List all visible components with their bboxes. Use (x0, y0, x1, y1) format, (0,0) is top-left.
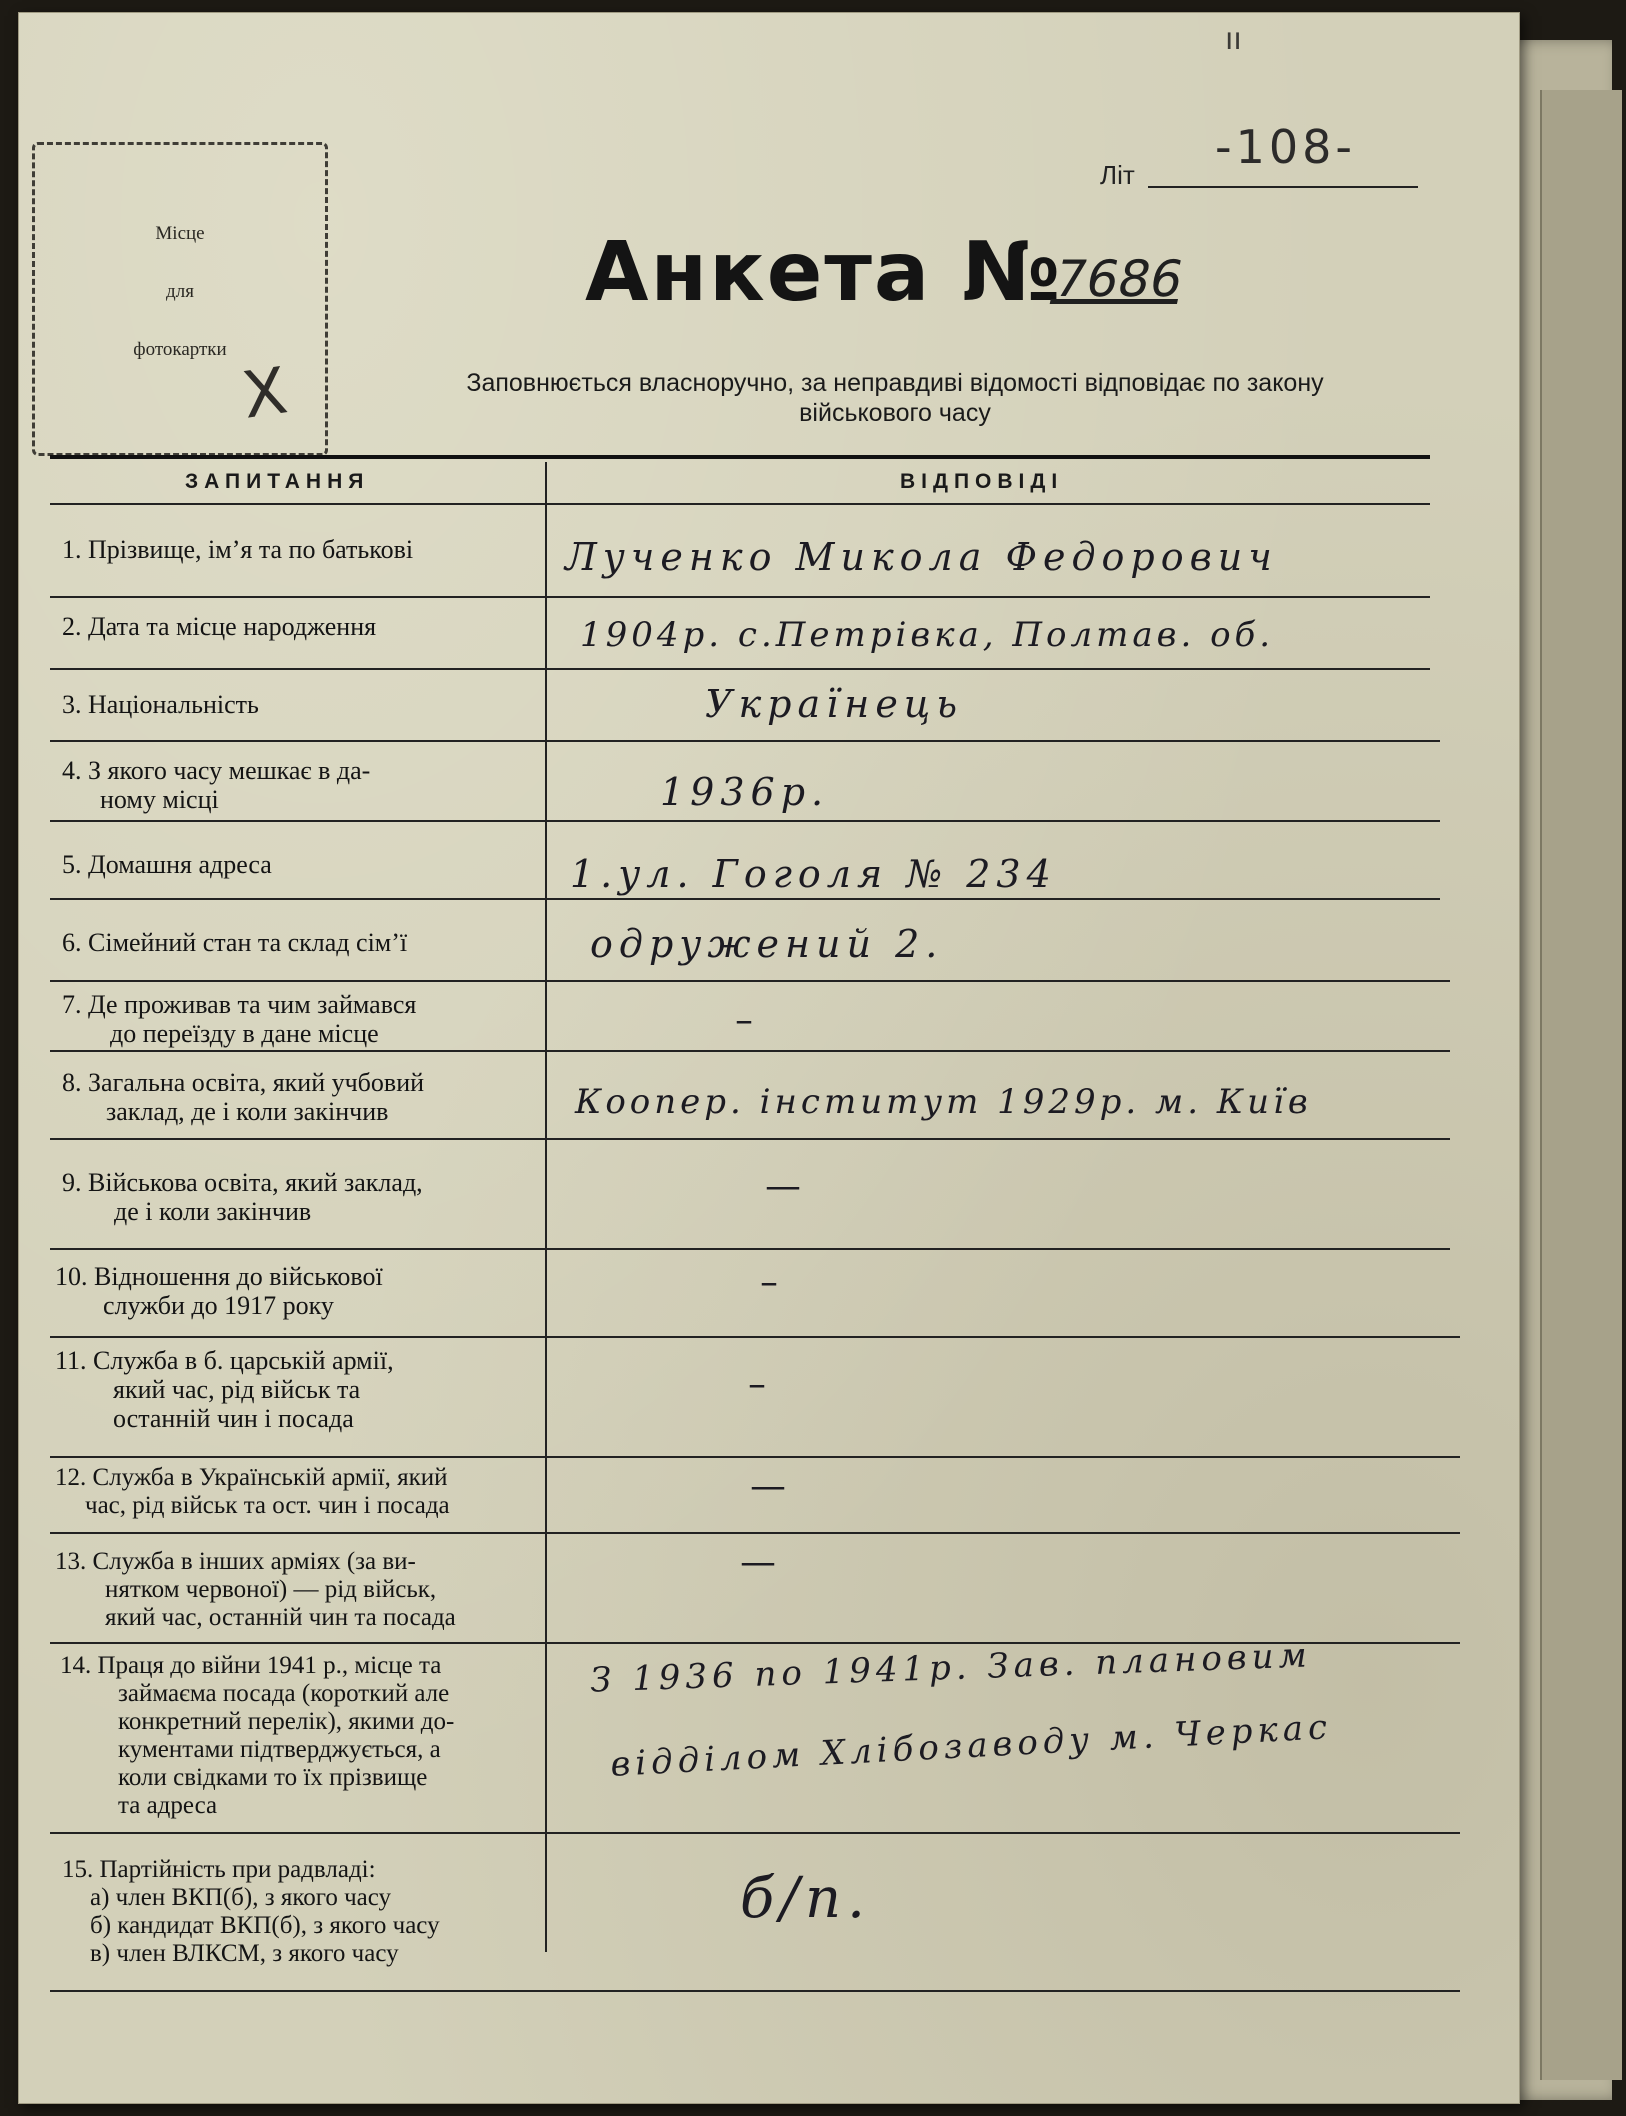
column-divider (545, 462, 547, 1952)
row-divider (50, 1456, 1460, 1458)
header-rule (50, 455, 1430, 459)
row-divider (50, 1336, 1460, 1338)
corner-mark: ıı (1225, 22, 1242, 57)
row-divider (50, 740, 1440, 742)
answer-8: Коопер. інститут 1929р. м. Київ (575, 1082, 1312, 1122)
question-14-line4: кументами підтверджується, а (118, 1736, 441, 1763)
question-10-line2: служби до 1917 року (103, 1291, 334, 1321)
answer-2: 1904р. с.Петрівка, Полтав. об. (580, 615, 1275, 655)
question-2: 2. Дата та місце народження (62, 612, 377, 641)
question-11-line3: останній чин і посада (113, 1404, 354, 1434)
lit-label: Літ (1100, 160, 1135, 190)
answer-3: Українець (705, 682, 964, 726)
underlying-sheet (1540, 90, 1622, 2080)
question-7 (62, 990, 416, 1048)
questions-column-header: ЗАПИТАННЯ (185, 470, 370, 493)
question-1: 1. Прізвище, ім’я та по батькові (62, 535, 414, 564)
question-13-line3: який час, останній чин та посада (105, 1604, 456, 1631)
form-title: Анкета № (585, 225, 1063, 320)
answer-13: — (740, 1542, 776, 1583)
question-10 (55, 1262, 383, 1320)
row-divider (50, 1138, 1450, 1140)
row-divider (50, 1832, 1460, 1834)
answer-10: – (760, 1262, 778, 1303)
answer-15: б/п. (740, 1866, 871, 1931)
answer-7: – (735, 1000, 753, 1041)
question-13 (55, 1548, 456, 1632)
lit-number: -108- (1215, 120, 1356, 174)
question-9 (62, 1168, 423, 1226)
answer-12: — (750, 1466, 786, 1507)
photo-label-line2: для (166, 281, 194, 302)
question-11-line1: 11. Служба в б. царській армії, (55, 1346, 394, 1375)
question-12-line2: час, рід військ та ост. чин і посада (85, 1492, 450, 1519)
question-14-line3: конкретний перелік), якими до- (118, 1708, 455, 1735)
question-6: 6. Сімейний стан та склад сім’ї (62, 928, 408, 957)
instructions-line2: військового часу (799, 399, 991, 427)
question-15 (62, 1856, 440, 1968)
answer-9: — (765, 1166, 801, 1207)
question-7-line2: до переїзду в дане місце (110, 1019, 379, 1049)
question-5: 5. Домашня адреса (62, 850, 272, 879)
question-11 (55, 1346, 394, 1433)
question-3: 3. Національність (62, 690, 259, 719)
form-instructions (365, 368, 1425, 428)
row-divider (50, 980, 1450, 982)
row-divider (50, 1050, 1450, 1052)
answers-column-header: ВІДПОВІДІ (900, 470, 1064, 493)
question-13-line1: 13. Служба в інших арміях (за ви- (55, 1548, 416, 1575)
question-10-line1: 10. Відношення до військової (55, 1262, 383, 1291)
question-11-line2: який час, рід військ та (113, 1375, 361, 1405)
answer-14-line2: відділом Хлібозаводу м. Черкас (609, 1707, 1334, 1785)
answer-14-line1: З 1936 по 1941р. Зав. плановим (589, 1635, 1313, 1701)
row-divider (50, 503, 1430, 505)
photo-label-line1: Місце (155, 223, 205, 244)
row-divider (50, 820, 1440, 822)
question-15-line3: б) кандидат ВКП(б), з якого часу (90, 1912, 440, 1939)
question-9-line2: де і коли закінчив (114, 1197, 312, 1227)
row-divider (50, 596, 1430, 598)
answer-4: 1936р. (660, 770, 830, 814)
question-14-line2: займаєма посада (короткий але (118, 1680, 450, 1707)
form-number: 7686 (1048, 250, 1189, 308)
question-8-line2: заклад, де і коли закінчив (106, 1097, 389, 1127)
row-divider (50, 668, 1430, 670)
question-14-line1: 14. Праця до війни 1941 р., місце та (60, 1652, 442, 1679)
question-15-line4: в) член ВЛКСМ, з якого часу (90, 1940, 399, 1967)
question-4-line2: ному місці (100, 785, 219, 815)
question-8-line1: 8. Загальна освіта, який учбовий (62, 1068, 425, 1097)
question-15-line1: 15. Партійність при радвладі: (62, 1856, 376, 1883)
photo-label-line3: фотокартки (133, 339, 227, 360)
question-14 (60, 1652, 454, 1820)
question-4-line1: 4. З якого часу мешкає в да- (62, 756, 371, 785)
row-divider (50, 1990, 1460, 1992)
question-8 (62, 1068, 424, 1126)
question-14-line6: та адреса (118, 1792, 218, 1819)
question-12 (55, 1464, 450, 1520)
photo-cross-mark: X (238, 354, 292, 434)
question-15-line2: а) член ВКП(б), з якого часу (90, 1884, 392, 1911)
question-4 (62, 756, 370, 814)
answer-6: одружений 2. (590, 922, 944, 966)
lit-underline (1148, 186, 1418, 188)
row-divider (50, 1532, 1460, 1534)
answer-5: 1.ул. Гоголя № 234 (570, 852, 1057, 896)
question-9-line1: 9. Військова освіта, який заклад, (62, 1168, 423, 1197)
question-13-line2: нятком червоної) — рід військ, (105, 1576, 437, 1603)
question-14-line5: коли свідками то їх прізвище (118, 1764, 428, 1791)
row-divider (50, 1248, 1450, 1250)
instructions-line1: Заповнюється власноручно, за неправдиві відомості відповідає по закону (466, 369, 1324, 397)
question-7-line1: 7. Де проживав та чим займався (62, 990, 417, 1019)
answer-11: – (748, 1364, 766, 1405)
row-divider (50, 898, 1440, 900)
answer-1: Лученко Микола Федорович (565, 535, 1278, 579)
question-12-line1: 12. Служба в Українській армії, який (55, 1464, 448, 1491)
